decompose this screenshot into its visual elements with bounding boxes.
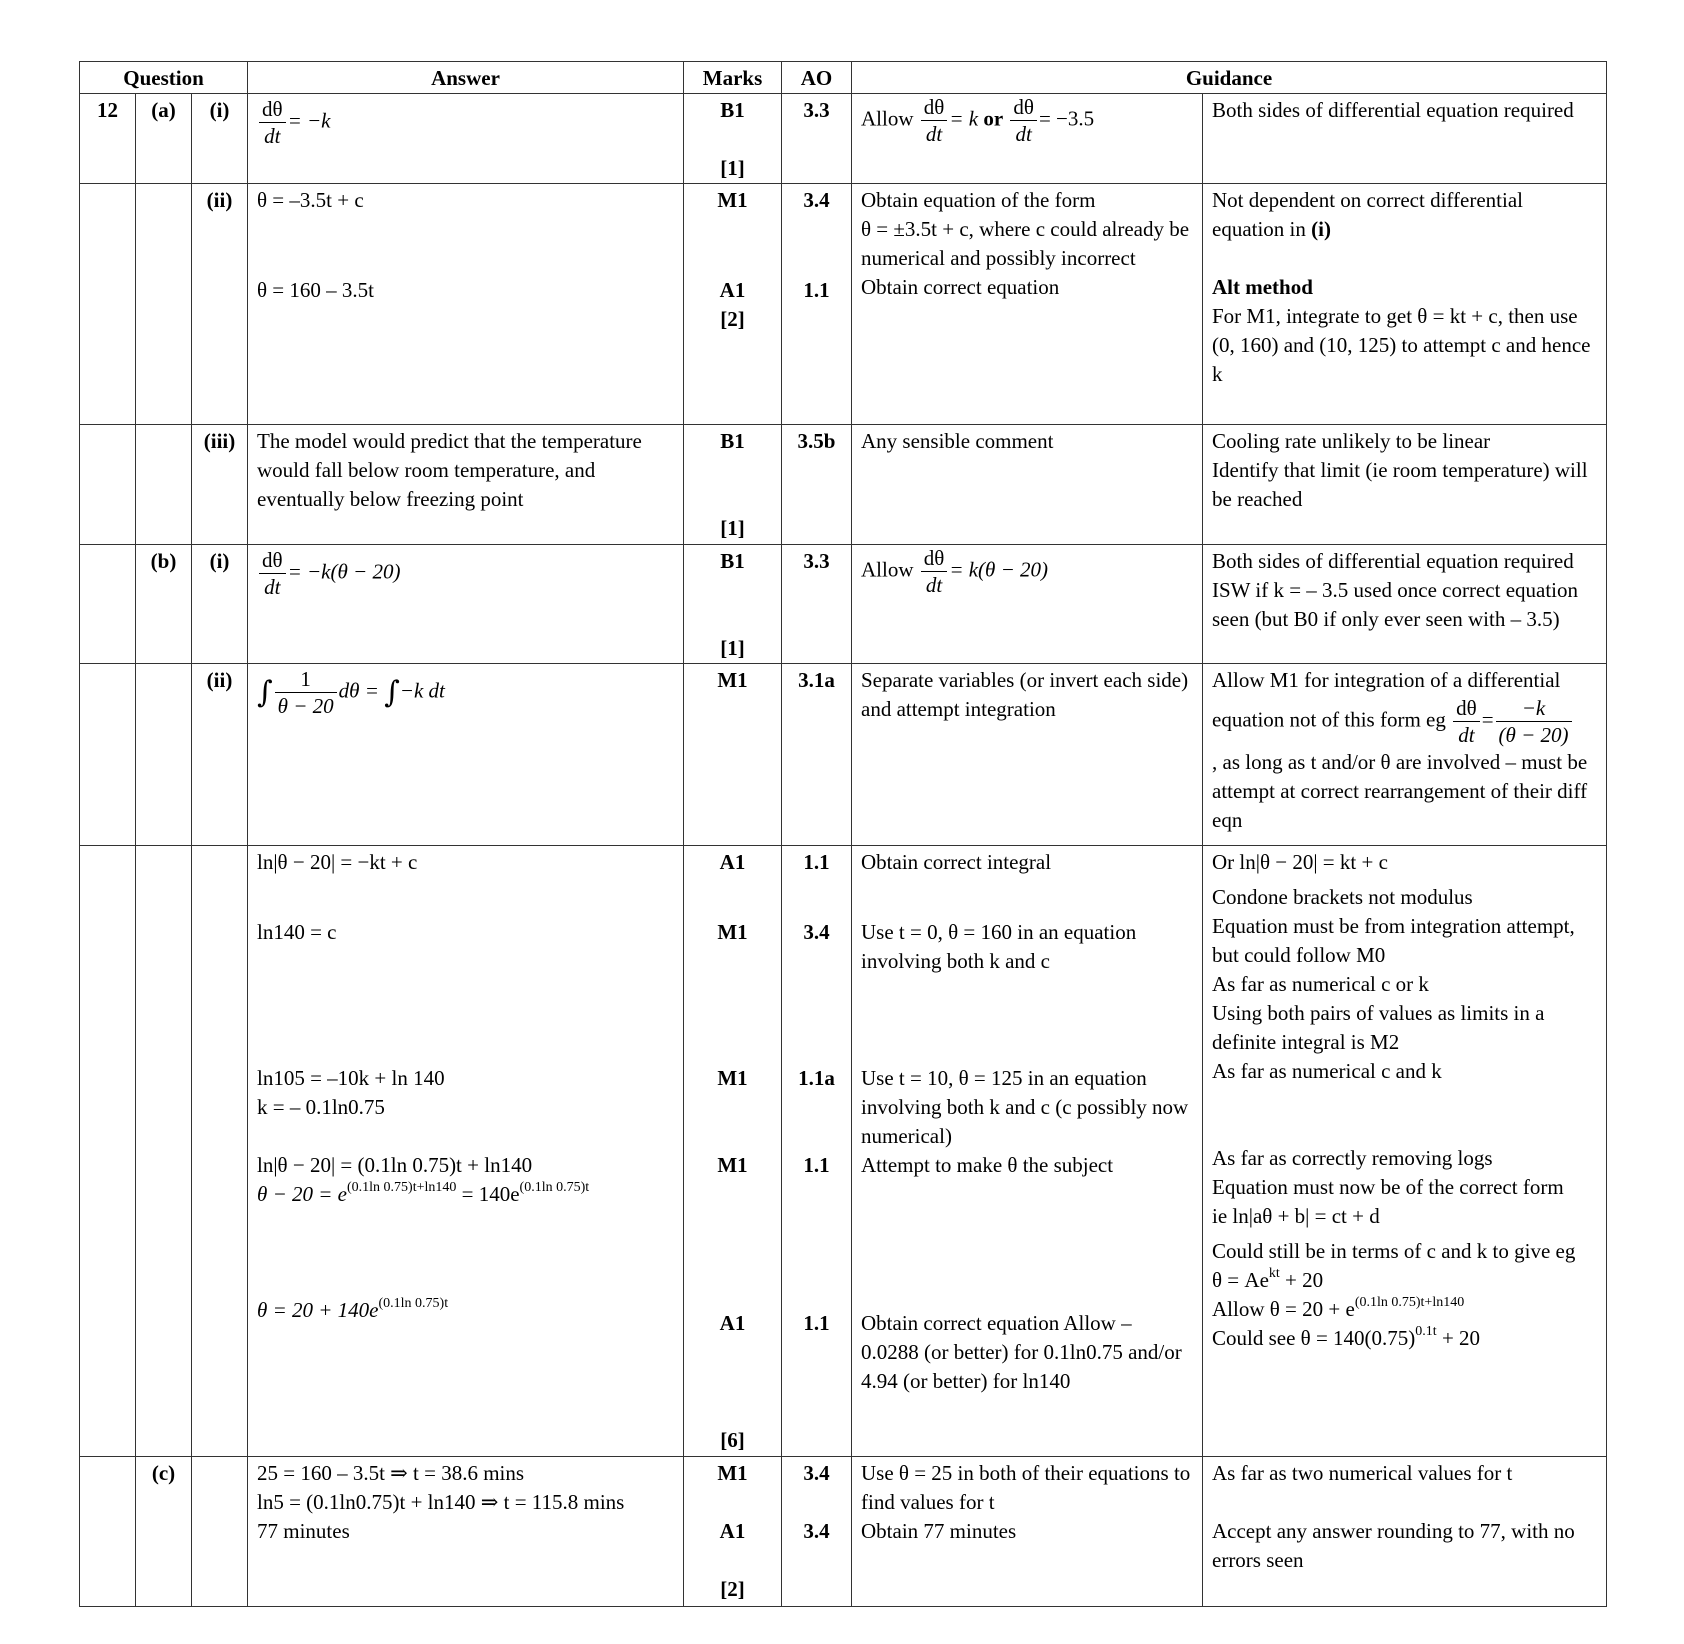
row-12-c: [80, 1457, 1607, 1607]
fraction: $\frac{d\theta}{dt}$: [259, 96, 286, 149]
subpart-iii: (iii): [192, 425, 248, 545]
answer-cell: The model would predict that the temperature would fall below room temperature, and eventually below freezing point: [248, 425, 684, 545]
guidance-note: Cooling rate unlikely to be linear Identify that limit (ie room temperature) will be reached: [1203, 425, 1607, 545]
guidance-comment: Any sensible comment: [852, 425, 1203, 545]
marks-cell: A1 M1 M1 M1 A1 [6]: [684, 846, 782, 1457]
ao-cell: 1.1 3.4 1.1a 1.1 1.1: [782, 846, 852, 1457]
guidance-comment: Allow $\frac{d\theta}{dt}$ = k(θ − 20): [852, 545, 1203, 664]
part-b: (b): [136, 545, 192, 664]
subpart-ii: (ii): [192, 664, 248, 846]
mark-scheme-table: [79, 61, 1607, 1607]
header-guidance: Guidance: [852, 62, 1607, 94]
answer-cell: ln|θ − 20| = −kt + c ln140 = c ln105 = –10k + ln 140 k = – 0.1ln0.75 ln|θ − 20| = (0.1ln 0.75)t + ln140 $\theta - 20 = e^{(0.1ln 0.75)t+ln140} = 140e^{(0.1ln 0.75)t}$ $\theta = 20 + 140e^{(0.1ln 0.75)t}$: [248, 846, 684, 1457]
integral-sign-icon: ∫: [257, 675, 273, 710]
row-12-b-ii-working: [80, 846, 1607, 1457]
part-c: (c): [136, 1457, 192, 1607]
row-12-b-ii: [80, 664, 1607, 846]
header-answer: Answer: [248, 62, 684, 94]
guidance-comment: Obtain correct integral Use t = 0, θ = 160 in an equation involving both k and c Use t = 10, θ = 125 in an equation involving both k and c (c possibly now numerical) Attempt to make θ the subject Obtain correct equation Allow – 0.0288 (or better) for 0.1ln0.75 and/or 4.94 (or better) for ln140: [852, 846, 1203, 1457]
row-12-a-iii: [80, 425, 1607, 545]
guidance-comment: Allow $\frac{d\theta}{dt}$ = k or $\frac{d\theta}{dt}$ = −3.5: [852, 94, 1203, 184]
answer-cell: 25 = 160 – 3.5t ⇒ t = 38.6 mins ln5 = (0.1ln0.75)t + ln140 ⇒ t = 115.8 mins 77 minutes: [248, 1457, 684, 1607]
marks-cell: M1: [684, 664, 782, 846]
guidance-note: Or ln|θ − 20| = kt + c Condone brackets not modulus Equation must be from integration attempt, but could follow M0 As far as numerical c or k Using both pairs of values as limits in a definite integral is M2 As far as numerical c and k As far as correctly removing logs Equation must now be of the correct form ie ln|aθ + b| = ct + d Could still be in terms of c and k to give eg $\theta = Ae^{kt} + 20$ Allow $\theta = 20 + e^{(0.1ln 0.75)t+ln140}$ Could see $\theta = 140(0.75)^{0.1t} + 20$: [1203, 846, 1607, 1457]
equation-rhs: = −k: [287, 108, 331, 133]
guidance-comment: Use θ = 25 in both of their equations to find values for t Obtain 77 minutes: [852, 1457, 1203, 1607]
row-12-b-i: [80, 545, 1607, 664]
header-ao: AO: [782, 62, 852, 94]
ao-cell: 3.1a: [782, 664, 852, 846]
subpart-ii: (ii): [192, 184, 248, 425]
part-a: (a): [136, 94, 192, 184]
header-marks: Marks: [684, 62, 782, 94]
ao-cell: 3.4 1.1: [782, 184, 852, 425]
header-question: Question: [80, 62, 248, 94]
row-12-a-ii: [80, 184, 1607, 425]
integral-sign-icon: ∫: [384, 675, 400, 710]
marks-cell: B1 [1]: [684, 425, 782, 545]
row-12-a-i: [80, 94, 1607, 184]
ao-cell: 3.3: [782, 94, 852, 184]
guidance-note: Both sides of differential equation required ISW if k = – 3.5 used once correct equation seen (but B0 if only ever seen with – 3.5): [1203, 545, 1607, 664]
ao-cell: 3.4 3.4: [782, 1457, 852, 1607]
marks-cell: M1 A1 [2]: [684, 1457, 782, 1607]
answer-cell: $\frac{d\theta}{dt}$ = −k(θ − 20): [248, 545, 684, 664]
guidance-note: As far as two numerical values for t Accept any answer rounding to 77, with no errors seen: [1203, 1457, 1607, 1607]
guidance-comment: Separate variables (or invert each side) and attempt integration: [852, 664, 1203, 846]
question-number: 12: [80, 94, 136, 184]
header-row: [80, 62, 1607, 94]
guidance-note: Allow M1 for integration of a differential equation not of this form eg $\frac{d\theta}{dt}$ = $\frac{-k}{(\theta - 20)}$ , as long as t and/or θ are involved – must be attempt at correct rearrangement of their diff eqn: [1203, 664, 1607, 846]
answer-cell: θ = –3.5t + c θ = 160 – 3.5t: [248, 184, 684, 425]
guidance-note: Both sides of differential equation required: [1203, 94, 1607, 184]
ao-cell: 3.5b: [782, 425, 852, 545]
marks-cell: M1 A1 [2]: [684, 184, 782, 425]
answer-cell: ∫ $\frac{1}{\theta - 20}$ dθ = ∫−k dt: [248, 664, 684, 846]
subpart-i: (i): [192, 94, 248, 184]
subpart-i: (i): [192, 545, 248, 664]
marks-cell: B1 [1]: [684, 94, 782, 184]
marks-cell: B1 [1]: [684, 545, 782, 664]
guidance-note: Not dependent on correct differential equation in (i) Alt method For M1, integrate to get θ = kt + c, then use (0, 160) and (10, 125) to attempt c and hence k: [1203, 184, 1607, 425]
ao-cell: 3.3: [782, 545, 852, 664]
guidance-comment: Obtain equation of the form θ = ±3.5t + c, where c could already be numerical and possibly incorrect Obtain correct equation: [852, 184, 1203, 425]
answer-cell: [248, 94, 684, 184]
